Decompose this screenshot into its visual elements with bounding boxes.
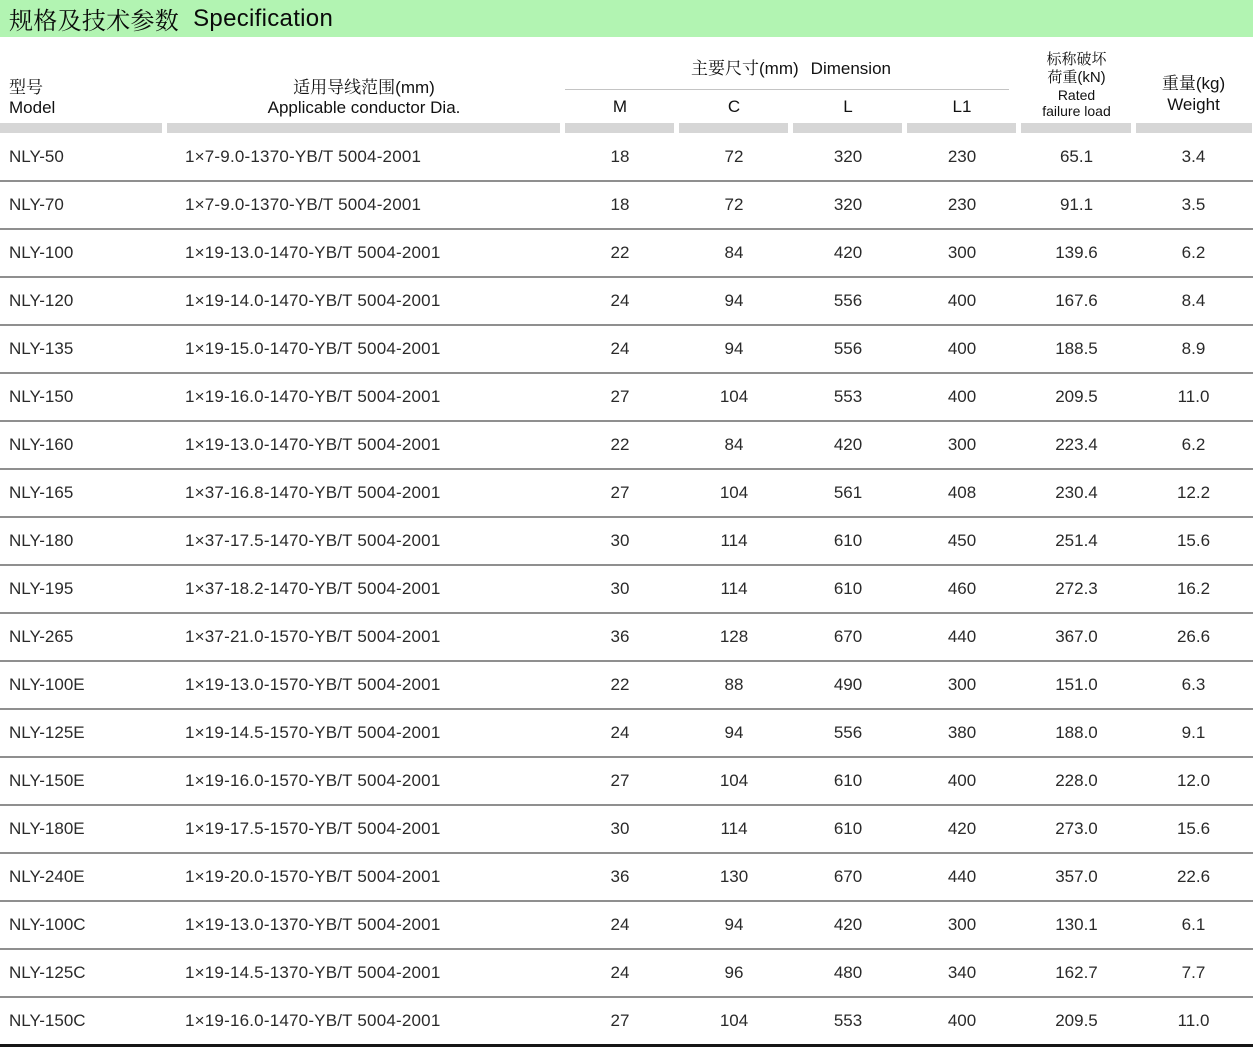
- dim-m-cell: 22: [610, 243, 630, 262]
- dim-m-cell: 24: [610, 723, 630, 742]
- rated-load-cell: 228.0: [1055, 771, 1098, 790]
- dim-l1-cell: 460: [947, 579, 977, 598]
- model-cell: NLY-180: [9, 531, 74, 550]
- rated-load-cell: 91.1: [1059, 195, 1094, 214]
- column-header-l: L: [843, 97, 853, 116]
- dim-l-cell: 556: [833, 339, 863, 358]
- conductor-cell: 1×37-21.0-1570-YB/T 5004-2001: [185, 627, 441, 646]
- column-header-weight-en: Weight: [1167, 95, 1220, 114]
- dim-m-cell: 24: [610, 291, 630, 310]
- dim-c-cell: 94: [724, 915, 744, 934]
- dim-l-cell: 561: [833, 483, 863, 502]
- table-row: [0, 758, 1253, 806]
- conductor-cell: 1×19-14.0-1470-YB/T 5004-2001: [185, 291, 441, 310]
- dim-l1-cell: 300: [947, 435, 977, 454]
- conductor-cell: 1×19-14.5-1570-YB/T 5004-2001: [185, 723, 441, 742]
- dim-l-cell: 553: [833, 387, 863, 406]
- column-header-conductor: [165, 37, 563, 123]
- table-row: [0, 470, 1253, 518]
- weight-cell: 11.0: [1177, 1011, 1210, 1030]
- underline-c: [679, 123, 788, 133]
- model-cell: NLY-150: [9, 387, 74, 406]
- dim-c-cell: 84: [724, 243, 744, 262]
- table-row: [0, 278, 1253, 326]
- model-cell: NLY-135: [9, 339, 74, 358]
- model-cell: NLY-165: [9, 483, 74, 502]
- model-cell: NLY-195: [9, 579, 74, 598]
- column-header-model-zh: 型号: [9, 78, 43, 97]
- table-row: [0, 902, 1253, 950]
- dim-m-cell: 24: [610, 963, 630, 982]
- weight-cell: 3.5: [1181, 195, 1206, 214]
- conductor-cell: 1×19-13.0-1370-YB/T 5004-2001: [185, 915, 441, 934]
- dim-l1-cell: 230: [947, 195, 977, 214]
- dim-l1-cell: 440: [947, 867, 977, 886]
- conductor-cell: 1×37-17.5-1470-YB/T 5004-2001: [185, 531, 441, 550]
- column-header-conductor-zh: 适用导线范围(mm): [293, 78, 435, 97]
- table-row: [0, 662, 1253, 710]
- dim-l1-cell: 300: [947, 243, 977, 262]
- model-cell: NLY-150E: [9, 771, 85, 790]
- dim-m-cell: 24: [610, 339, 630, 358]
- weight-cell: 9.1: [1181, 723, 1206, 742]
- column-header-c: C: [727, 97, 741, 116]
- table-header: [0, 37, 1253, 123]
- weight-cell: 15.6: [1176, 531, 1211, 550]
- dim-l-cell: 610: [833, 531, 863, 550]
- column-header-conductor-en: Applicable conductor Dia.: [267, 98, 461, 117]
- table-row: [0, 998, 1253, 1047]
- dim-l-cell: 610: [833, 819, 863, 838]
- dim-l-cell: 420: [833, 243, 863, 262]
- dim-c-cell: 114: [720, 531, 748, 550]
- conductor-cell: 1×37-18.2-1470-YB/T 5004-2001: [185, 579, 441, 598]
- underline-weight: [1136, 123, 1252, 133]
- dim-l-cell: 610: [833, 579, 863, 598]
- model-cell: NLY-50: [9, 147, 64, 166]
- dim-m-cell: 22: [610, 435, 630, 454]
- weight-cell: 22.6: [1176, 867, 1211, 886]
- rated-load-cell: 209.5: [1055, 1011, 1098, 1030]
- rated-load-zh-line2: 荷重(kN): [1047, 69, 1106, 86]
- dim-l-cell: 480: [833, 963, 863, 982]
- dim-l1-cell: 230: [947, 147, 977, 166]
- dim-l1-cell: 340: [947, 963, 977, 982]
- table-row: [0, 950, 1253, 998]
- dim-c-cell: 114: [720, 819, 748, 838]
- conductor-cell: 1×19-13.0-1570-YB/T 5004-2001: [185, 675, 441, 694]
- model-cell: NLY-180E: [9, 819, 85, 838]
- dim-m-cell: 22: [610, 675, 630, 694]
- dim-l-cell: 553: [833, 1011, 863, 1030]
- dimension-label-zh: 主要尺寸(mm): [691, 59, 799, 78]
- dim-c-cell: 114: [720, 579, 748, 598]
- dimension-label-en: Dimension: [810, 59, 891, 78]
- rated-load-en-line2: failure load: [1042, 103, 1111, 119]
- rated-load-cell: 188.0: [1055, 723, 1098, 742]
- model-cell: NLY-100C: [9, 915, 86, 934]
- dim-c-cell: 72: [724, 147, 744, 166]
- rated-load-zh-line1: 标称破坏: [1046, 51, 1107, 68]
- conductor-cell: 1×19-17.5-1570-YB/T 5004-2001: [185, 819, 441, 838]
- rated-load-cell: 209.5: [1055, 387, 1098, 406]
- table-row: [0, 422, 1253, 470]
- dim-m-cell: 24: [610, 915, 630, 934]
- dim-l-cell: 556: [833, 291, 863, 310]
- conductor-cell: 1×19-14.5-1370-YB/T 5004-2001: [185, 963, 441, 982]
- page-title-zh: 规格及技术参数: [9, 8, 180, 35]
- underline-model: [0, 123, 162, 133]
- weight-cell: 11.0: [1177, 387, 1210, 406]
- dim-l1-cell: 450: [947, 531, 977, 550]
- dim-c-cell: 104: [719, 1011, 749, 1030]
- dim-l-cell: 610: [833, 771, 863, 790]
- column-header-m: M: [612, 97, 628, 116]
- rated-load-cell: 151.0: [1055, 675, 1098, 694]
- dim-c-cell: 94: [724, 339, 744, 358]
- page-title-en: Specification: [193, 4, 334, 32]
- weight-cell: 26.6: [1176, 627, 1211, 646]
- dimension-group-divider: [565, 89, 1009, 90]
- dim-l-cell: 670: [833, 867, 863, 886]
- weight-cell: 15.6: [1176, 819, 1211, 838]
- table-row: [0, 374, 1253, 422]
- underline-l1: [907, 123, 1016, 133]
- dim-l1-cell: 300: [947, 915, 977, 934]
- dim-l1-cell: 380: [947, 723, 977, 742]
- rated-load-cell: 130.1: [1055, 915, 1098, 934]
- dim-m-cell: 27: [610, 1011, 630, 1030]
- dim-c-cell: 104: [719, 771, 749, 790]
- model-cell: NLY-125C: [9, 963, 86, 982]
- dim-c-cell: 96: [724, 963, 744, 982]
- column-header-weight: [1134, 37, 1253, 123]
- table-body: [0, 134, 1253, 1047]
- rated-load-cell: 65.1: [1059, 147, 1094, 166]
- dim-m-cell: 36: [610, 627, 630, 646]
- dim-l1-cell: 300: [947, 675, 977, 694]
- model-cell: NLY-125E: [9, 723, 85, 742]
- dim-c-cell: 130: [719, 867, 749, 886]
- table-row: [0, 710, 1253, 758]
- rated-load-cell: 162.7: [1055, 963, 1098, 982]
- model-cell: NLY-265: [9, 627, 74, 646]
- conductor-cell: 1×19-15.0-1470-YB/T 5004-2001: [185, 339, 441, 358]
- rated-load-cell: 223.4: [1055, 435, 1098, 454]
- table-row: [0, 614, 1253, 662]
- column-header-dimension-group: [563, 37, 1019, 123]
- dim-l1-cell: 440: [947, 627, 977, 646]
- rated-load-cell: 357.0: [1055, 867, 1098, 886]
- dim-c-cell: 94: [724, 291, 744, 310]
- weight-cell: 8.9: [1181, 339, 1206, 358]
- conductor-cell: 1×7-9.0-1370-YB/T 5004-2001: [185, 147, 422, 166]
- dim-m-cell: 30: [610, 531, 630, 550]
- underline-m: [565, 123, 674, 133]
- table-row: [0, 134, 1253, 182]
- dim-l1-cell: 400: [947, 771, 977, 790]
- dim-c-cell: 88: [724, 675, 744, 694]
- dim-l-cell: 670: [833, 627, 863, 646]
- conductor-cell: 1×7-9.0-1370-YB/T 5004-2001: [185, 195, 422, 214]
- weight-cell: 12.2: [1176, 483, 1211, 502]
- header-underline-row: [0, 123, 1253, 133]
- rated-load-cell: 273.0: [1055, 819, 1098, 838]
- dim-l1-cell: 408: [947, 483, 977, 502]
- dim-m-cell: 36: [610, 867, 630, 886]
- underline-l: [793, 123, 902, 133]
- rated-load-cell: 139.6: [1055, 243, 1098, 262]
- dim-m-cell: 18: [610, 195, 630, 214]
- conductor-cell: 1×19-20.0-1570-YB/T 5004-2001: [185, 867, 441, 886]
- dim-c-cell: 104: [719, 483, 749, 502]
- weight-cell: 6.1: [1181, 915, 1206, 934]
- dim-m-cell: 27: [610, 771, 630, 790]
- table-row: [0, 518, 1253, 566]
- weight-cell: 8.4: [1181, 291, 1206, 310]
- weight-cell: 3.4: [1181, 147, 1206, 166]
- conductor-cell: 1×19-16.0-1470-YB/T 5004-2001: [185, 1011, 441, 1030]
- model-cell: NLY-240E: [9, 867, 85, 886]
- dim-m-cell: 30: [610, 819, 630, 838]
- column-header-weight-zh: 重量(kg): [1161, 74, 1226, 93]
- dim-c-cell: 94: [724, 723, 744, 742]
- rated-load-cell: 167.6: [1055, 291, 1098, 310]
- rated-load-cell: 367.0: [1055, 627, 1098, 646]
- column-header-model-en: Model: [9, 98, 56, 117]
- dim-m-cell: 30: [610, 579, 630, 598]
- table-row: [0, 854, 1253, 902]
- dim-l-cell: 420: [833, 435, 863, 454]
- table-row: [0, 182, 1253, 230]
- model-cell: NLY-100: [9, 243, 74, 262]
- underline-rated: [1021, 123, 1131, 133]
- conductor-cell: 1×19-13.0-1470-YB/T 5004-2001: [185, 435, 441, 454]
- rated-load-cell: 188.5: [1055, 339, 1098, 358]
- dim-c-cell: 128: [719, 627, 749, 646]
- conductor-cell: 1×19-13.0-1470-YB/T 5004-2001: [185, 243, 441, 262]
- dimension-subcolumns: [563, 97, 1019, 123]
- dim-l1-cell: 400: [947, 387, 977, 406]
- weight-cell: 12.0: [1176, 771, 1211, 790]
- column-header-rated-load: [1019, 37, 1134, 123]
- model-cell: NLY-70: [9, 195, 64, 214]
- dim-m-cell: 18: [610, 147, 630, 166]
- table-row: [0, 806, 1253, 854]
- model-cell: NLY-150C: [9, 1011, 86, 1030]
- dim-c-cell: 84: [724, 435, 744, 454]
- rated-load-cell: 230.4: [1055, 483, 1098, 502]
- model-cell: NLY-100E: [9, 675, 85, 694]
- table-row: [0, 230, 1253, 278]
- dim-c-cell: 104: [719, 387, 749, 406]
- weight-cell: 7.7: [1181, 963, 1206, 982]
- model-cell: NLY-160: [9, 435, 74, 454]
- dim-l1-cell: 400: [947, 339, 977, 358]
- dim-m-cell: 27: [610, 483, 630, 502]
- weight-cell: 6.2: [1181, 243, 1206, 262]
- underline-conductor: [167, 123, 560, 133]
- rated-load-en-line1: Rated: [1057, 87, 1096, 103]
- dim-l-cell: 320: [833, 147, 863, 166]
- dimension-group-label: [563, 57, 1019, 81]
- model-cell: NLY-120: [9, 291, 74, 310]
- table-row: [0, 326, 1253, 374]
- dim-l1-cell: 400: [947, 1011, 977, 1030]
- conductor-cell: 1×19-16.0-1570-YB/T 5004-2001: [185, 771, 441, 790]
- weight-cell: 6.2: [1181, 435, 1206, 454]
- column-header-model: [0, 37, 165, 123]
- dim-c-cell: 72: [724, 195, 744, 214]
- rated-load-cell: 251.4: [1055, 531, 1098, 550]
- rated-load-cell: 272.3: [1055, 579, 1098, 598]
- conductor-cell: 1×37-16.8-1470-YB/T 5004-2001: [185, 483, 441, 502]
- weight-cell: 6.3: [1181, 675, 1206, 694]
- column-header-l1: L1: [952, 97, 972, 116]
- dim-l1-cell: 420: [947, 819, 977, 838]
- conductor-cell: 1×19-16.0-1470-YB/T 5004-2001: [185, 387, 441, 406]
- dim-l-cell: 556: [833, 723, 863, 742]
- dim-l-cell: 420: [833, 915, 863, 934]
- dim-l1-cell: 400: [947, 291, 977, 310]
- dim-l-cell: 490: [833, 675, 863, 694]
- dim-m-cell: 27: [610, 387, 630, 406]
- weight-cell: 16.2: [1176, 579, 1211, 598]
- dim-l-cell: 320: [833, 195, 863, 214]
- table-row: [0, 566, 1253, 614]
- title-bar: [0, 0, 1253, 37]
